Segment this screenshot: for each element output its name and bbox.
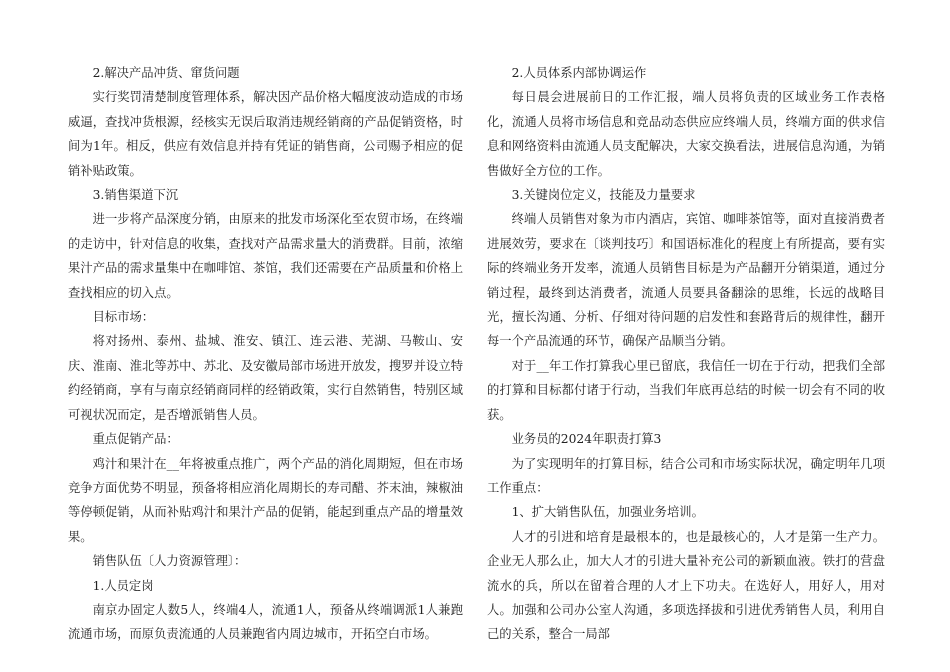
section-heading: 1.人员定岗 bbox=[92, 578, 154, 593]
section-heading: 1、扩大销售队伍，加强业务培训。 bbox=[511, 505, 704, 520]
section-heading: 重点促销产品： bbox=[92, 432, 179, 447]
right-column bbox=[487, 61, 885, 647]
body-paragraph: 鸡汁和果汁在__年将被重点推广，两个产品的消化周期短，但在市场竞争方面优势不明显，预备将相应消化周期长的寿司醋、芥末油，辣椒油等停顿促销，从而补贴鸡汁和果汁产品的促销，能起到重点产品的增量效果。 bbox=[68, 456, 463, 544]
body-paragraph: 每日晨会进展前日的工作汇报，端人员将负责的区域业务工作表格化，流通人员将市场信息和竞品动态供应应终端人员，终端方面的供求信息和网络资料由流通人员支配解决，大家交换看法，进展信息沟通，为销售做好全方位的工作。 bbox=[487, 90, 885, 178]
section-heading: 2.解决产品冲货、窜货问题 bbox=[92, 66, 240, 80]
body-paragraph: 进一步将产品深度分销，由原来的批发市场深化至农贸市场，在终端的走访中，针对信息的收集，查找对产品需求量大的消费群。目前，浓缩果汁产品的需求量集中在咖啡馆、茶馆，我们还需要在产品质量和价格上查找相应的切入点。 bbox=[68, 212, 463, 300]
body-paragraph: 南京办固定人数5人，终端4人，流通1人，预备从终端调派1人兼跑流通市场，而原负责流通的人员兼跑省内周边城市，开拓空白市场。 bbox=[68, 602, 463, 642]
section-heading: 2.人员体系内部协调运作 bbox=[511, 66, 647, 80]
body-paragraph: 将对扬州、泰州、盐城、淮安、镇江、连云港、芜湖、马鞍山、安庆、淮南、淮北等苏中、苏北、及安徽局部市场进开放发，搜罗并设立特约经销商，享有与南京经销商同样的经销政策，实行自然销售，特别区域可视状况而定，是否增派销售人员。 bbox=[68, 334, 463, 422]
section-heading: 目标市场： bbox=[92, 310, 155, 325]
section-heading: 3.销售渠道下沉 bbox=[92, 188, 179, 203]
section-heading: 业务员的2024年职责打算3 bbox=[511, 432, 662, 447]
body-paragraph: 为了实现明年的打算目标，结合公司和市场实际状况，确定明年几项工作重点： bbox=[487, 456, 885, 495]
body-paragraph: 人才的引进和培育是最根本的，也是最核心的，人才是第一生产力。企业无人那么止，加大人才的引进大量补充公司的新颖血液。铁打的营盘流水的兵，所以在留着合理的人才上下功夫。在选好人，用好人，用对人。加强和公司办公室人沟通，多项选择拔和引进优秀销售人员，利用自己的关系，整合一局部 bbox=[487, 529, 885, 642]
body-paragraph: 终端人员销售对象为市内酒店，宾馆、咖啡茶馆等，面对直接消费者进展效劳，要求在〔谈判技巧〕和国语标准化的程度上有所提高，要有实际的终端业务开发率，流通人员销售目标是为产品翻开分销渠道，通过分销过程，最终到达消费者，流通人员要具备翻涂的思维，长远的战略目光，擅长沟通、分析、仔细对待问题的启发性和套路背后的规律性，翻开每一个产品流通的环节，确保产品顺当分销。 bbox=[487, 212, 885, 349]
body-paragraph: 实行奖罚清楚制度管理体系，解决因产品价格大幅度波动造成的市场威逼，查找冲货根源，经核实无误后取消违规经销商的产品促销资格，时间为1年。相反，供应有效信息并持有凭证的销售商，公司赐予相应的促销补贴政策。 bbox=[68, 90, 463, 178]
body-paragraph: 对于__年工作打算我心里已留底，我信任一切在于行动，把我们全部的打算和目标都付诸于行动，当我们年底再总结的时候一切会有不同的收获。 bbox=[487, 358, 885, 422]
section-heading: 销售队伍〔人力资源管理〕： bbox=[92, 554, 247, 569]
left-column bbox=[68, 61, 463, 647]
section-heading: 3.关键岗位定义，技能及力量要求 bbox=[511, 188, 696, 203]
